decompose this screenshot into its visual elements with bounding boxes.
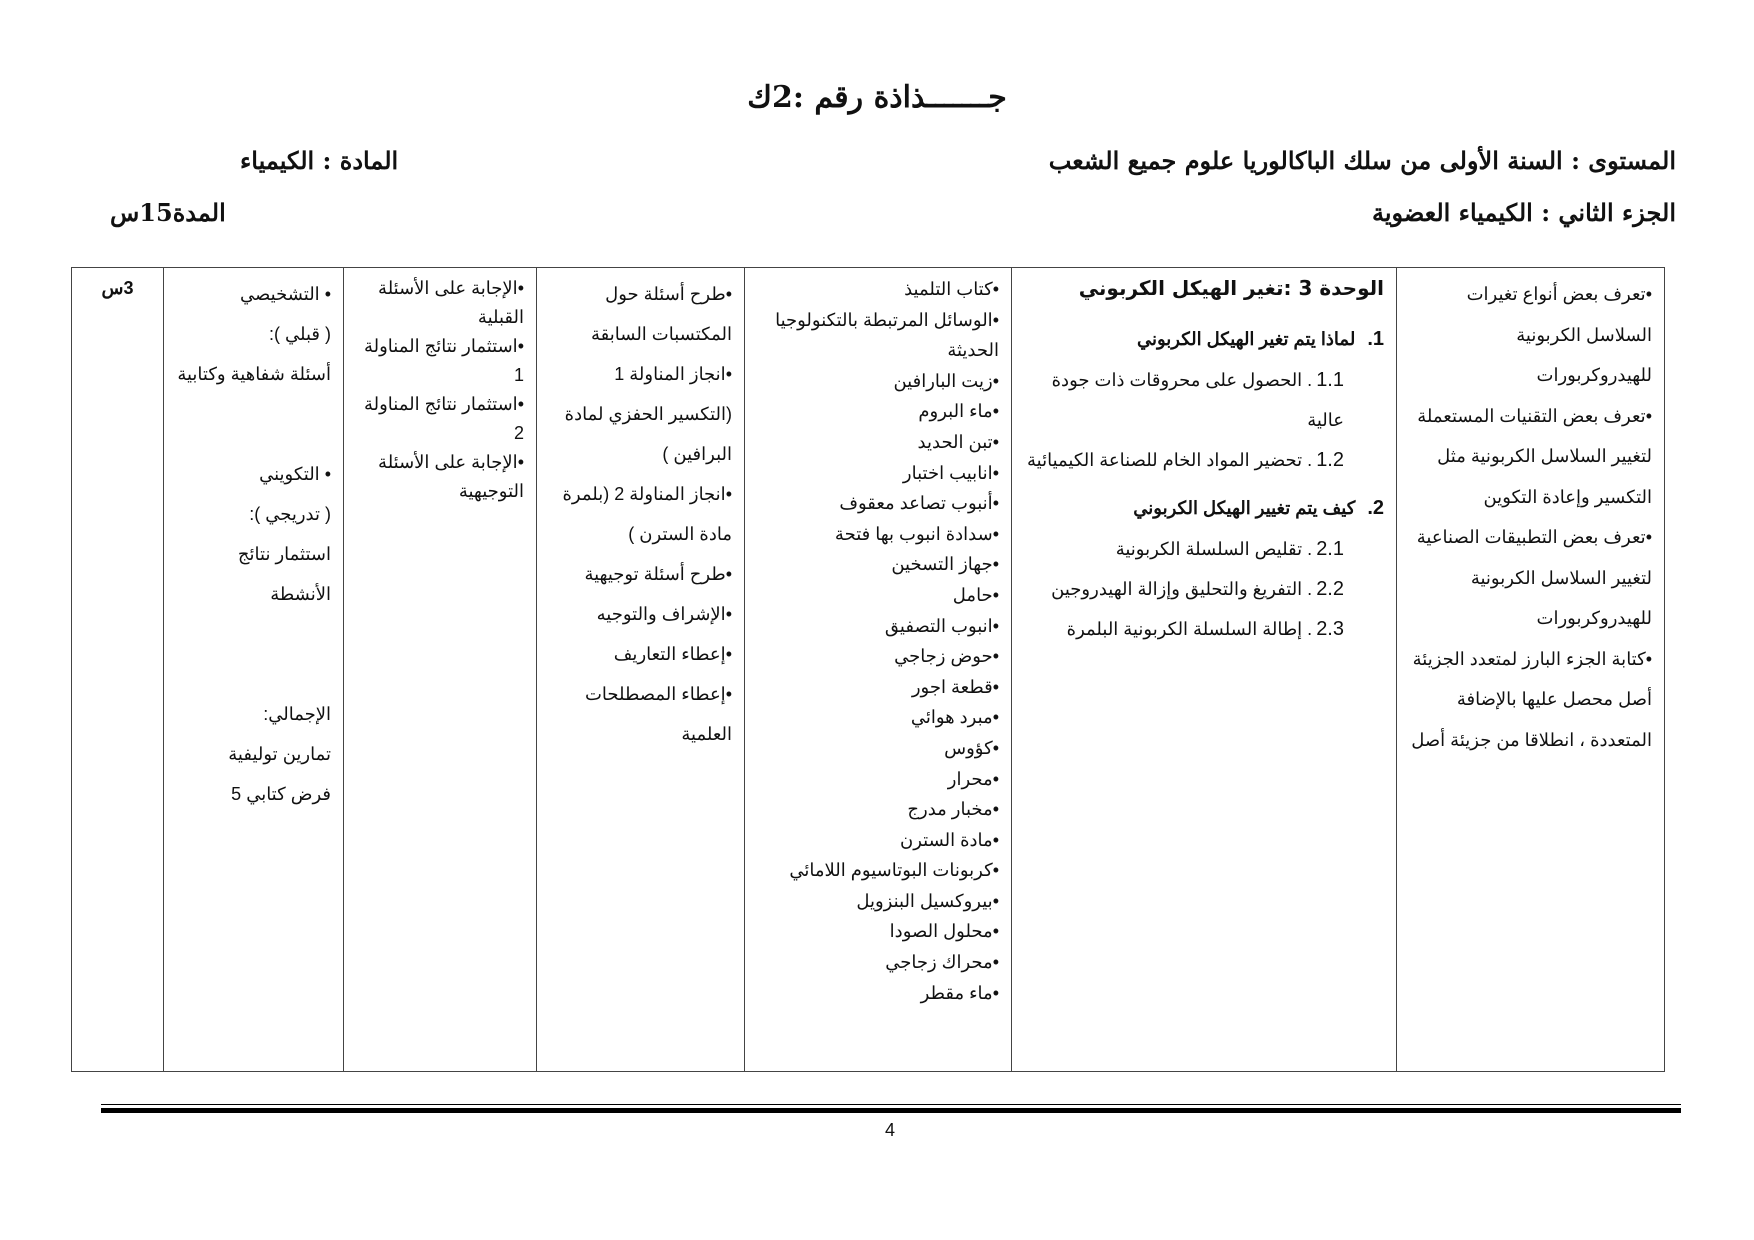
list-item: • سدادة انبوب بها فتحة <box>757 519 999 550</box>
list-item: • الوسائل المرتبطة بالتكنولوجيا الحديثة <box>757 305 999 366</box>
list-item: • طرح أسئلة حول المكتسبات السابقة <box>549 274 732 354</box>
list-item: • مادة السترن <box>757 825 999 856</box>
eval-diagnostic-type: ( قبلي ): <box>269 324 331 344</box>
page-number: 4 <box>884 1120 895 1140</box>
part-label: الجزء الثاني : الكيمياء العضوية <box>1371 198 1676 227</box>
list-item: • استثمار نتائج المناولة 2 <box>356 390 524 448</box>
list-item: • طرح أسئلة توجيهية <box>549 554 732 594</box>
list-item: • تعرف بعض التقنيات المستعملة لتغيير السلاسل الكربونية مثل التكسير وإعادة التكوين <box>1409 396 1652 518</box>
duration-label: المدة15س <box>110 198 226 227</box>
list-item: • بيروكسيل البنزويل <box>757 886 999 917</box>
list-item: • انجاز المناولة 1 (التكسير الحفزي لمادة البرافين ) <box>549 354 732 474</box>
eval-formative: • التكويني <box>259 464 331 484</box>
sub-item: 2.3. إطالة السلسلة الكربونية البلمرة <box>1066 618 1344 640</box>
list-item: • ماء مقطر <box>757 978 999 1009</box>
list-item: • تعرف بعض التطبيقات الصناعية لتغيير السلاسل الكربونية للهيدروكربورات <box>1409 517 1652 639</box>
eval-formative-type: ( تدريجي ): <box>249 504 331 524</box>
list-item: • كتاب التلميذ <box>757 274 999 305</box>
footer-rule-thin <box>101 1104 1681 1105</box>
list-item: • مخبار مدرج <box>757 794 999 825</box>
subject-label: المادة : الكيمياء <box>240 146 399 175</box>
student-activities-cell <box>344 268 537 1072</box>
eval-diagnostic: • التشخيصي <box>240 284 331 304</box>
list-item: • تعرف بعض أنواع تغيرات السلاسل الكربونية للهيدروكربورات <box>1409 274 1652 396</box>
eval-summative-1: تمارين توليفية <box>228 744 331 764</box>
eval-formative-desc: استثمار نتائج الأنشطة <box>237 544 331 604</box>
content-cell <box>1012 268 1397 1072</box>
evaluation-cell <box>164 268 344 1072</box>
level-label: المستوى : السنة الأولى من سلك الباكالوريا علوم جميع الشعب <box>1048 146 1676 175</box>
question-heading: 1.لماذا يتم تغير الهيكل الكربوني <box>1136 328 1384 350</box>
eval-summative: الإجمالي: <box>263 704 331 724</box>
list-item: • زيت البارافين <box>757 366 999 397</box>
list-item: • إعطاء المصطلحات العلمية <box>549 674 732 754</box>
list-item: • أنبوب تصاعد معقوف <box>757 488 999 519</box>
time-cell: 3س <box>72 268 164 1072</box>
footer-rule <box>101 1108 1681 1113</box>
list-item: • جهاز التسخين <box>757 549 999 580</box>
list-item: • انبوب التصفيق <box>757 611 999 642</box>
list-item: • انجاز المناولة 2 (بلمرة مادة السترن ) <box>549 474 732 554</box>
list-item: • حوض زجاجي <box>757 641 999 672</box>
list-item: • حامل <box>757 580 999 611</box>
sub-item: 1.2. تحضير المواد الخام للصناعة الكيميائية <box>1027 449 1344 471</box>
list-item: • الإشراف والتوجيه <box>549 594 732 634</box>
list-item: • إعطاء التعاريف <box>549 634 732 674</box>
spacer <box>176 394 331 454</box>
objectives-cell <box>1397 268 1665 1072</box>
spacer <box>176 614 331 694</box>
sub-item: 2.2. التفريغ والتحليق وإزالة الهيدروجين <box>1051 578 1344 600</box>
list-item: • الإجابة على الأسئلة القبلية <box>356 274 524 332</box>
list-item: • استثمار نتائج المناولة 1 <box>356 332 524 390</box>
teacher-steps-cell <box>537 268 745 1072</box>
sub-item: 2.1. تقليص السلسلة الكربونية <box>1115 538 1344 560</box>
page-title: جـــــــذاذة رقم :2ك <box>747 80 1007 115</box>
materials-cell <box>745 268 1012 1072</box>
list-item: • انابيب اختبار <box>757 458 999 489</box>
list-item: • تبن الحديد <box>757 427 999 458</box>
list-item: • مبرد هوائي <box>757 702 999 733</box>
list-item: • الإجابة على الأسئلة التوجيهية <box>356 448 524 506</box>
list-item: • محلول الصودا <box>757 916 999 947</box>
list-item: • كتابة الجزء البارز لمتعدد الجزيئة أصل محصل عليها بالإضافة المتعددة ، انطلاقا من جزيئة أصل <box>1409 639 1652 761</box>
sub-item: 1.1. الحصول على محروقات ذات جودة عالية <box>1051 369 1344 430</box>
list-item: • ماء البروم <box>757 396 999 427</box>
list-item: • كؤوس <box>757 733 999 764</box>
list-item: • محرار <box>757 764 999 795</box>
table-row <box>72 268 1665 1072</box>
eval-diagnostic-desc: أسئلة شفاهية وكتابية <box>177 364 331 384</box>
unit-title: الوحدة 3 :تغير الهيكل الكربوني <box>1078 276 1384 300</box>
eval-summative-2: فرض كتابي 5 <box>231 784 331 804</box>
list-item: • محراك زجاجي <box>757 947 999 978</box>
list-item: • كربونات البوتاسيوم اللامائي <box>757 855 999 886</box>
question-heading: 2.كيف يتم تغيير الهيكل الكربوني <box>1133 497 1384 519</box>
list-item: • قطعة اجور <box>757 672 999 703</box>
lesson-table <box>71 267 1665 1072</box>
